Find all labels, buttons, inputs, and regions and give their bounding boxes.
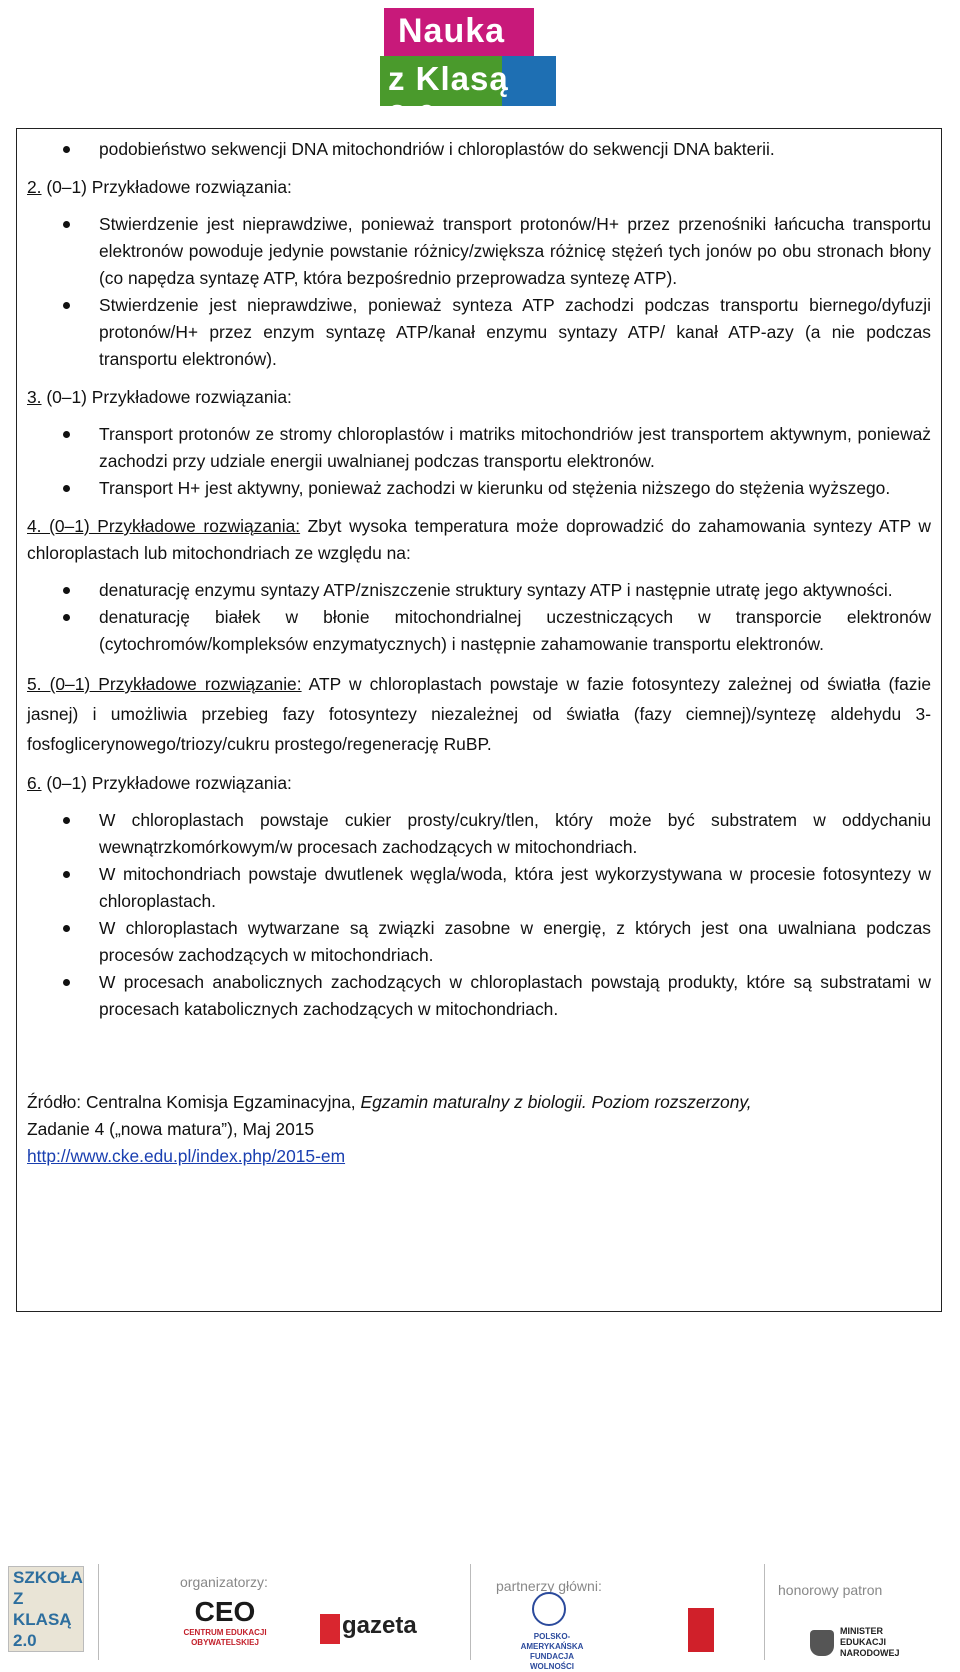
section-2 (27, 174, 931, 373)
section-number: 4. (27, 516, 42, 536)
logo-line1: Nauka (398, 12, 506, 50)
section-heading: 6. (0–1) Przykładowe rozwiązania: (27, 773, 292, 793)
section-number: 6. (27, 773, 42, 793)
section-heading: 2. (0–1) Przykładowe rozwiązania: (27, 177, 292, 197)
list-item: Transport protonów ze stromy chloroplastów i matriks mitochondriów jest transportem aktywnym, ponieważ zachodzi przy udziale energii uwalnianej podczas transportu elektronów. (27, 421, 931, 475)
section-number: 3. (27, 387, 42, 407)
section-6 (27, 770, 931, 1023)
list-item: W chloroplastach powstaje cukier prosty/cukry/tlen, który może być substratem w oddychaniu wewnątrzkomórkowym/w procesach zachodzących w mitochondriach. (27, 807, 931, 861)
list-item: denaturację białek w błonie mitochondrialnej uczestniczących w transporcie elektronów (cytochromów/kompleksów enzymatycznych) i następnie zahamowanie transportu elektronów. (27, 604, 931, 658)
nauka-z-klasa-logo (380, 8, 556, 135)
sponsor-red-logo (688, 1608, 714, 1652)
gazeta-logo: gazeta (320, 1610, 414, 1648)
organizers-label: organizatorzy: (180, 1574, 268, 1590)
source-link[interactable]: http://www.cke.edu.pl/index.php/2015-em (27, 1146, 346, 1166)
patron-label: honorowy patron (778, 1582, 883, 1598)
list-item: Stwierdzenie jest nieprawdziwe, ponieważ transport protonów/H+ przez przenośniki łańcucha transportu elektronów powoduje jedynie powstanie różnicy/zwiększa różnicę stężeń tych jonów po obu stronach błony (co napędza syntazę ATP, która bezpośrednio przeprowadza syntezę ATP). (27, 211, 931, 292)
source-citation: Źródło: Centralna Komisja Egzaminacyjna, Egzamin maturalny z biologii. Poziom rozszerzony, Zadanie 4 („nowa matura”), Maj 2015 http://www.cke.edu.pl/index.php/2015-em (27, 1092, 752, 1166)
answer-content (27, 136, 931, 1170)
section-number: 2. (27, 177, 42, 197)
pafw-logo: POLSKO-AMERYKAŃSKA FUNDACJA WOLNOŚCI (508, 1592, 596, 1662)
eagle-icon (810, 1630, 834, 1656)
section-4 (27, 513, 931, 658)
section-heading: 4. (0–1) Przykładowe rozwiązania: Zbyt wysoka temperatura może doprowadzić do zahamowania syntezy ATP w chloroplastach lub mitochondriach ze względu na: (27, 516, 931, 563)
section-heading: 5. (0–1) Przykładowe rozwiązanie: ATP w chloroplastach powstaje w fazie fotosyntezy zależnej od światła (fazie jasnej) i umożliwia przebieg fazy fotosyntezy niezależnej od światła (fazy ciemnej)/syntezę aldehydu 3-fosfoglicerynowego/triozy/cukru prostego/regenerację RuBP. (27, 674, 932, 754)
section-heading: 3. (0–1) Przykładowe rozwiązania: (27, 387, 292, 407)
logo-line2: z Klasą 2.0 (388, 60, 509, 135)
list-item: denaturację enzymu syntazy ATP/zniszczenie struktury syntazy ATP i następnie utratę jego aktywności. (27, 577, 931, 604)
list-item: Transport H+ jest aktywny, ponieważ zachodzi w kierunku od stężenia niższego do stężenia wyższego. (27, 475, 931, 502)
partners-label: partnerzy główni: (496, 1578, 602, 1594)
section-number: 5. (27, 674, 42, 694)
list-item: W procesach anabolicznych zachodzących w chloroplastach powstają produkty, które są substratami w procesach katabolicznych zachodzących w mitochondriach. (27, 969, 931, 1023)
intro-bullet: podobieństwo sekwencji DNA mitochondriów i chloroplastów do sekwencji DNA bakterii. (27, 136, 931, 163)
section-5 (27, 669, 931, 759)
section-3 (27, 384, 931, 502)
ministry-logo: MINISTER EDUKACJI NARODOWEJ (810, 1626, 920, 1660)
list-item: W chloroplastach wytwarzane są związki zasobne w energię, z których jest ona uwalniana podczas procesów zachodzących w mitochondriach. (27, 915, 931, 969)
list-item: W mitochondriach powstaje dwutlenek węgla/woda, która jest wykorzystywana w procesie fotosyntezy w chloroplastach. (27, 861, 931, 915)
footer-sponsors (0, 1556, 960, 1671)
list-item: Stwierdzenie jest nieprawdziwe, ponieważ synteza ATP zachodzi podczas transportu biernego/dyfuzji protonów/H+ przez enzym syntazę ATP/kanał enzymu syntazy ATP/ kanał ATP-azy (a nie podczas transportu elektronów). (27, 292, 931, 373)
ceo-logo: CEO CENTRUM EDUKACJI OBYWATELSKIEJ (183, 1596, 267, 1647)
szkola-z-klasa-logo: SZKOŁA Z KLASĄ 2.0 (8, 1566, 84, 1652)
